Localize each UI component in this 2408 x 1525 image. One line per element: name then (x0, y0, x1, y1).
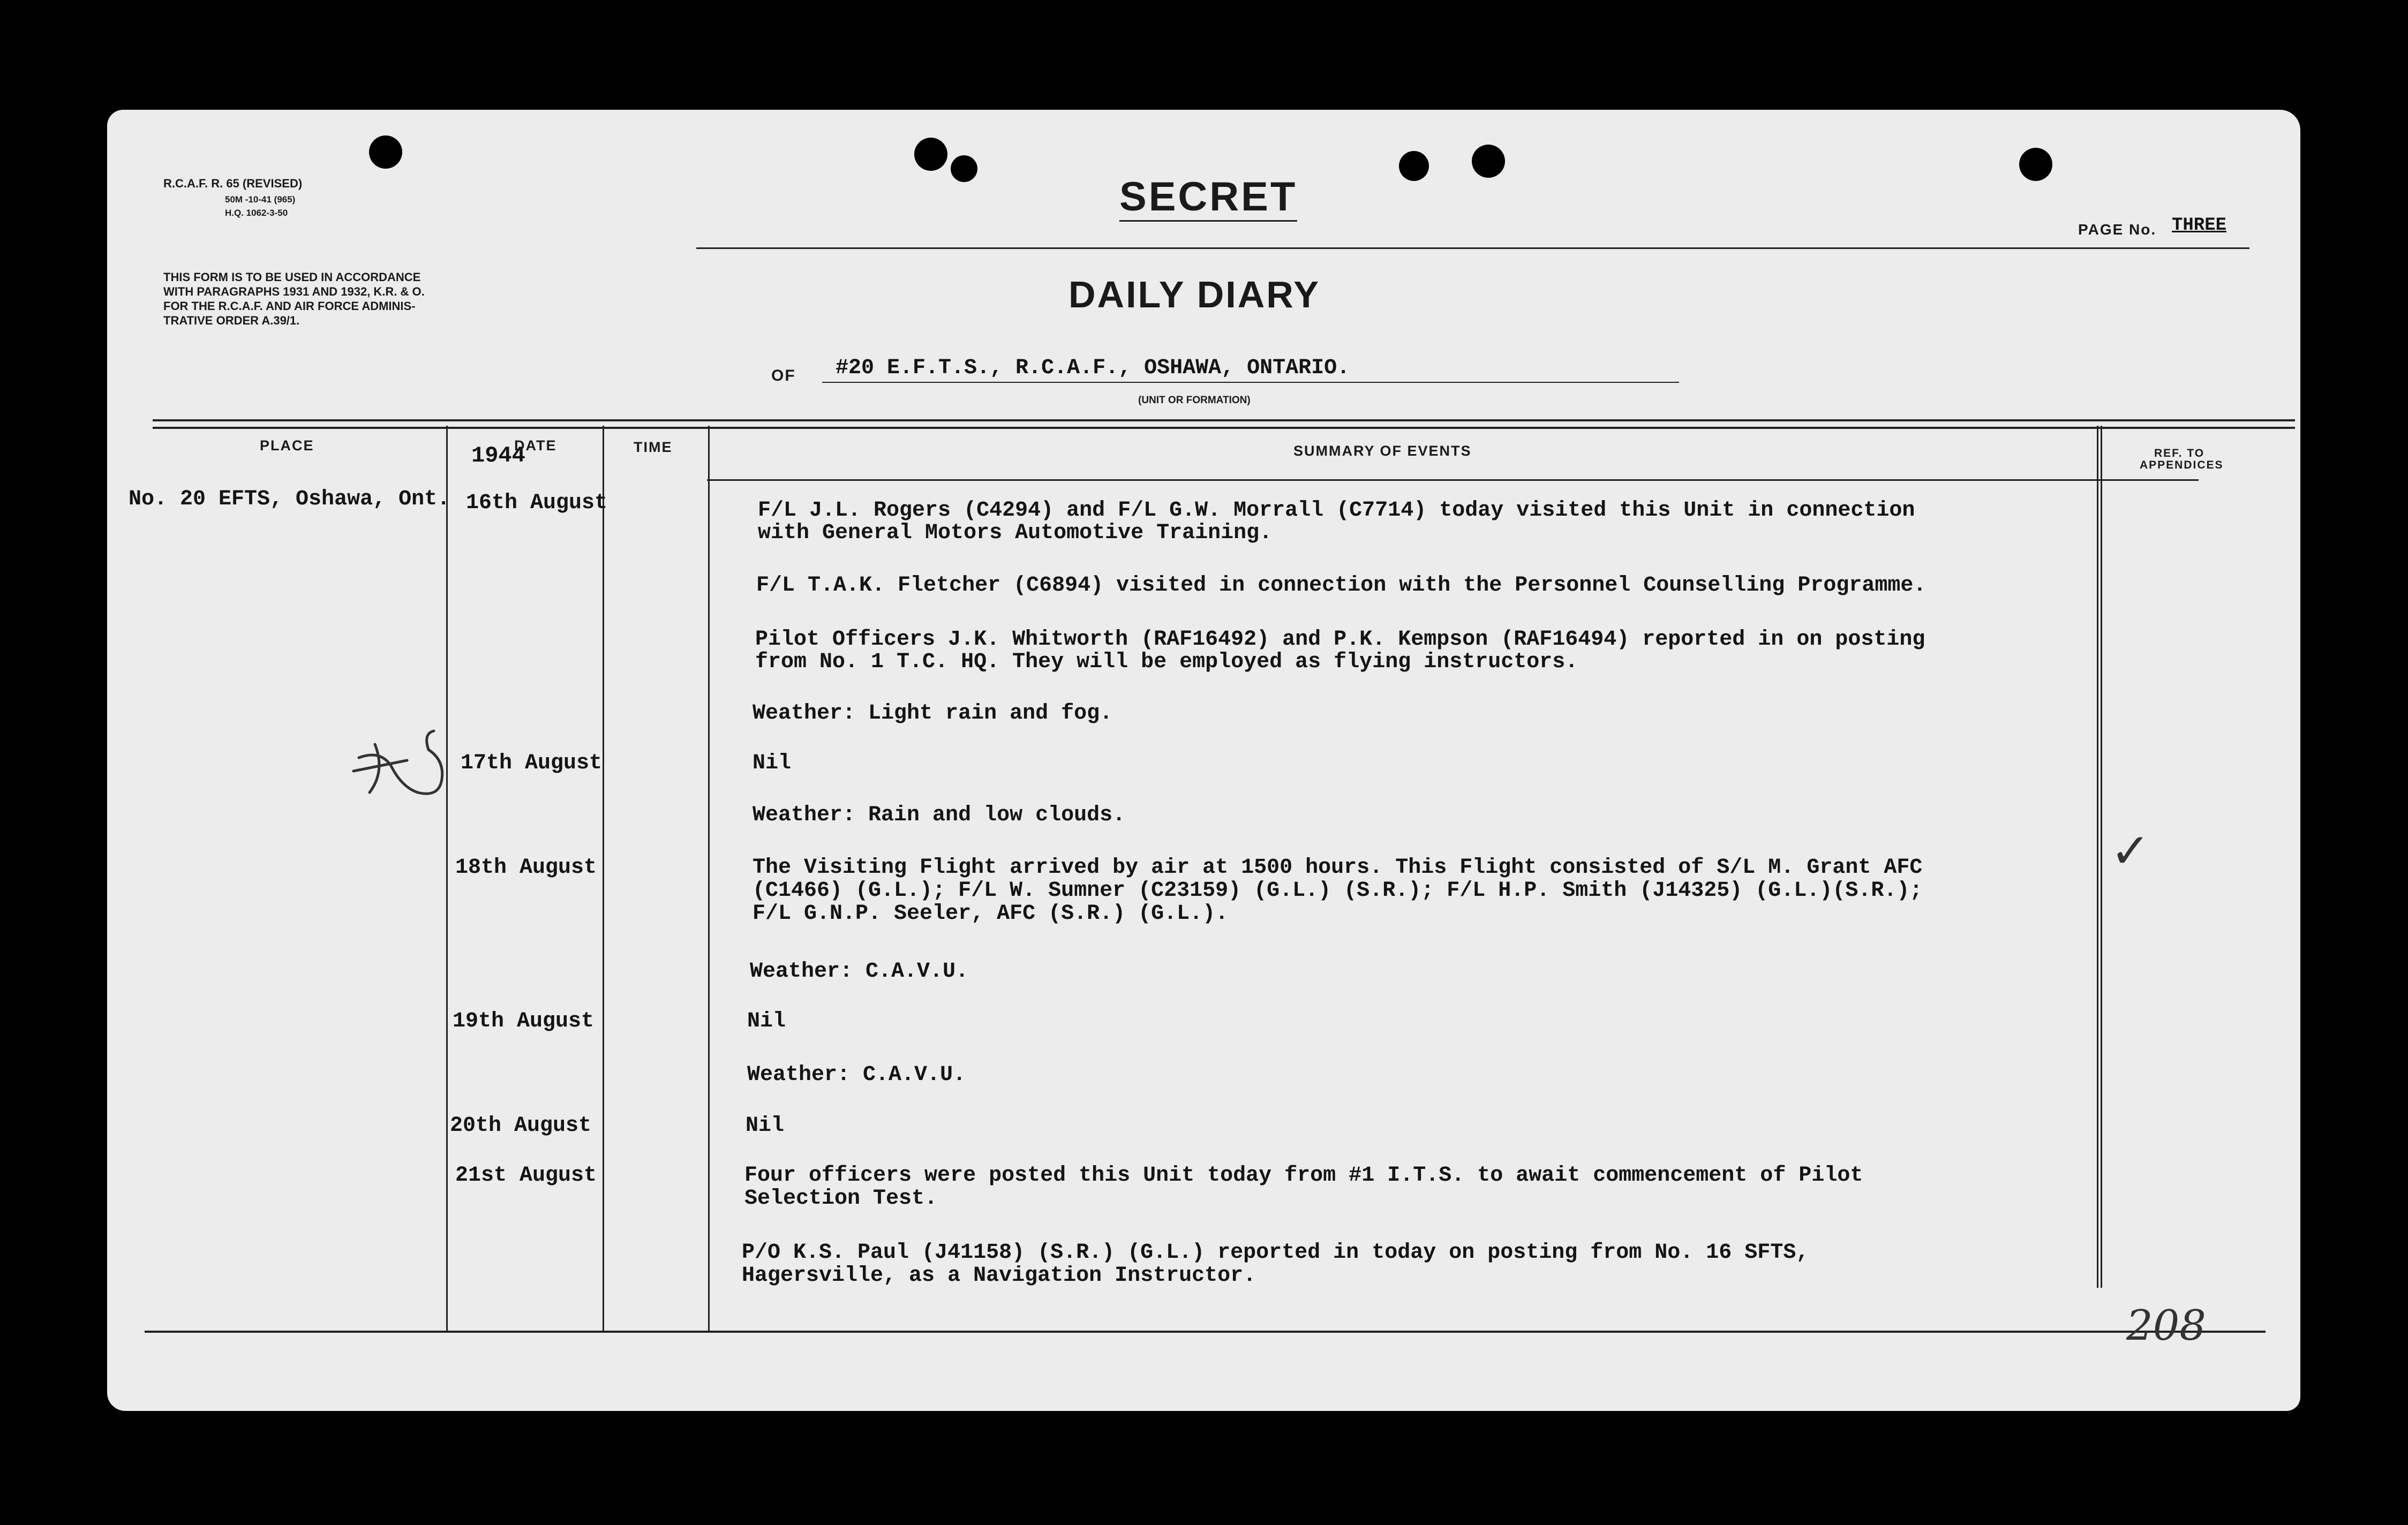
summary-line: Weather: Rain and low clouds. (752, 803, 1126, 827)
column-divider (446, 426, 448, 1331)
form-instruction-line: TRATIVE ORDER A.39/1. (163, 314, 300, 327)
column-divider (2101, 426, 2102, 1288)
folio-number: 208 (2126, 1302, 2206, 1350)
summary-line: Weather: C.A.V.U. (750, 960, 969, 984)
page-number-label: PAGE No. (2078, 221, 2157, 238)
unit-underline (822, 382, 1679, 383)
place-entry: No. 20 EFTS, Oshawa, Ont. (129, 487, 450, 511)
column-header-date: DATE (514, 437, 557, 454)
column-header-place: PLACE (260, 437, 314, 454)
punch-hole (951, 155, 977, 182)
column-header-ref: APPENDICES (2140, 459, 2224, 471)
diary-page (107, 110, 2300, 1411)
summary-line: The Visiting Flight arrived by air at 1500 hours. This Flight consisted of S/L M. Grant AFC (752, 856, 1923, 880)
entry-date: 19th August (453, 1009, 595, 1033)
form-code-line: 50M -10-41 (965) (225, 194, 296, 205)
table-top-rule (153, 419, 2295, 421)
summary-line: F/L G.N.P. Seeler, AFC (S.R.) (G.L.). (752, 902, 1229, 926)
punch-hole (1472, 145, 1505, 178)
entry-date: 20th August (450, 1114, 592, 1138)
summary-line: (C1466) (G.L.); F/L W. Sumner (C23159) (G.L.) (S.R.); F/L H.P. Smith (J14325) (G.L.)(S.R.); (752, 879, 1923, 903)
punch-hole (369, 135, 402, 169)
summary-line: Nil (752, 751, 792, 775)
ref-check-mark: ✓ (2110, 825, 2151, 878)
summary-line: F/L T.A.K. Fletcher (C6894) visited in connection with the Personnel Counselling Programme. (756, 573, 1927, 598)
column-divider (603, 426, 604, 1331)
summary-line: with General Motors Automotive Training. (758, 521, 1273, 545)
summary-line: Nil (746, 1114, 785, 1138)
column-header-summary: SUMMARY OF EVENTS (1293, 443, 1472, 459)
punch-hole (1399, 151, 1429, 181)
form-code-line: H.Q. 1062-3-50 (225, 208, 288, 218)
column-header-ref: REF. TO (2154, 447, 2205, 459)
form-instruction-line: FOR THE R.C.A.F. AND AIR FORCE ADMINIS- (163, 299, 416, 313)
entry-date: 18th August (455, 856, 597, 880)
handwritten-mark (348, 728, 461, 809)
summary-line: Weather: C.A.V.U. (747, 1063, 966, 1087)
form-instruction-line: THIS FORM IS TO BE USED IN ACCORDANCE (163, 270, 421, 284)
summary-line: F/L J.L. Rogers (C4294) and F/L G.W. Morrall (C7714) today visited this Unit in connection (758, 499, 1915, 523)
unit-caption: (UNIT OR FORMATION) (1138, 395, 1251, 406)
classification-stamp: SECRET (1119, 174, 1297, 222)
entry-date: 17th August (461, 751, 603, 775)
summary-line: P/O K.S. Paul (J41158) (S.R.) (G.L.) reported in today on posting from No. 16 SFTS, (742, 1241, 1809, 1265)
summary-line: Four officers were posted this Unit today from #1 I.T.S. to await commencement of Pilot (744, 1164, 1863, 1188)
column-header-time: TIME (634, 439, 673, 455)
summary-line: Hagersville, as a Navigation Instructor. (742, 1264, 1256, 1288)
unit-of-label: OF (771, 367, 796, 384)
punch-hole (2019, 148, 2052, 181)
form-instruction-line: WITH PARAGRAPHS 1931 AND 1932, K.R. & O. (163, 285, 425, 298)
table-bottom-rule (145, 1331, 2266, 1333)
form-title: DAILY DIARY (1068, 274, 1320, 315)
column-divider (708, 426, 710, 1331)
column-divider (2097, 426, 2098, 1288)
form-code-line: R.C.A.F. R. 65 (REVISED) (163, 177, 303, 190)
entry-date: 21st August (455, 1164, 597, 1188)
column-header-year: 1944 (471, 443, 525, 469)
header-rule (696, 247, 2249, 249)
summary-line: Selection Test. (744, 1187, 938, 1211)
punch-hole (914, 138, 947, 171)
unit-name: #20 E.F.T.S., R.C.A.F., OSHAWA, ONTARIO. (836, 356, 1350, 380)
summary-line: Pilot Officers J.K. Whitworth (RAF16492) and P.K. Kempson (RAF16494) reported in on posting (755, 628, 1925, 652)
header-bottom-rule (707, 479, 2199, 481)
summary-line: Weather: Light rain and fog. (752, 701, 1113, 726)
summary-line: from No. 1 T.C. HQ. They will be employed as flying instructors. (755, 650, 1578, 674)
entry-date: 16th August (466, 491, 608, 515)
page-number-value: THREE (2172, 215, 2227, 236)
table-top-rule (153, 427, 2295, 429)
summary-line: Nil (747, 1009, 786, 1033)
